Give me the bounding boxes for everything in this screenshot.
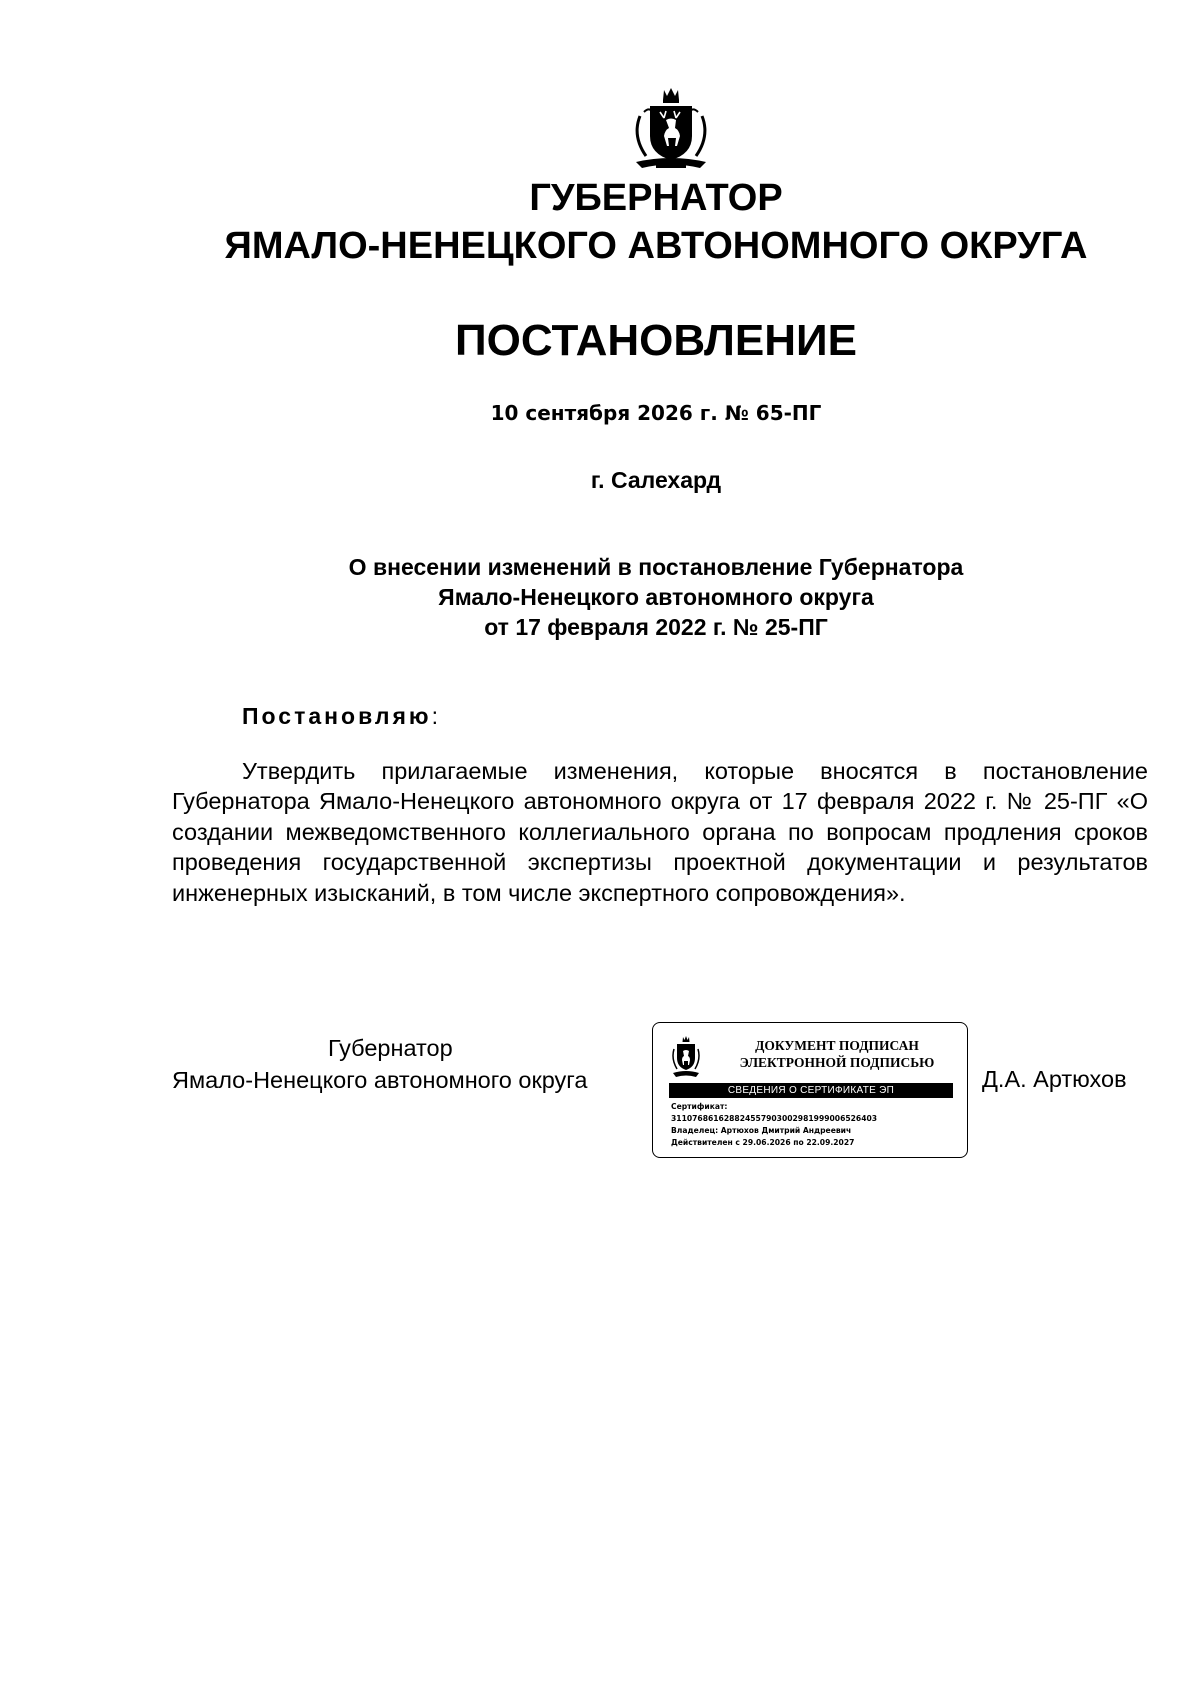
stamp-cert-number: 311076861628824557903002981999006526403	[671, 1114, 878, 1123]
document-date-number: 10 сентября 2026 г. № 65-ПГ	[490, 401, 822, 425]
subject-line: О внесении изменений в постановление Губернатора	[348, 554, 964, 580]
coat-of-arms-icon	[671, 1035, 701, 1079]
decree-colon: :	[431, 703, 438, 729]
subject-line: Ямало-Ненецкого автономного округа	[438, 584, 874, 610]
signatory-position-line: Губернатор	[328, 1035, 453, 1061]
decree-text: Утвердить прилагаемые изменения, которые вносятся в постановление Губернатора Ямало-Ненецкого автономного округа от 17 февраля 2022 г. № 25-ПГ «О создании межведомственного коллегиального органа по вопросам продления сроков проведения государственной экспертизы проектной документации и результатов инженерных изысканий, в том числе экспертного сопровождения».	[172, 758, 1148, 906]
signatory-position-line: Ямало-Ненецкого автономного округа	[172, 1067, 588, 1093]
electronic-signature-stamp	[652, 1022, 968, 1158]
document-place: г. Салехард	[590, 467, 722, 493]
stamp-title-line: ЭЛЕКТРОННОЙ ПОДПИСЬЮ	[739, 1055, 935, 1070]
stamp-title-line: ДОКУМЕНТ ПОДПИСАН	[755, 1038, 919, 1053]
stamp-certificate-bar: СВЕДЕНИЯ О СЕРТИФИКАТЕ ЭП	[669, 1083, 953, 1098]
coat-of-arms-icon	[626, 86, 716, 172]
decree-heading	[242, 702, 438, 730]
signatory-name: Д.А. Артюхов	[982, 1066, 1127, 1092]
subject-line: от 17 февраля 2022 г. № 25-ПГ	[484, 614, 828, 640]
stamp-validity: Действителен с 29.06.2026 по 22.09.2027	[671, 1138, 855, 1147]
signatory-position	[172, 1032, 642, 1096]
stamp-cert-label: Сертификат:	[671, 1102, 728, 1111]
org-title: ГУБЕРНАТОР	[529, 177, 783, 219]
org-title-region: ЯМАЛО-НЕНЕЦКОГО АВТОНОМНОГО ОКРУГА	[224, 225, 1088, 267]
stamp-owner: Владелец: Артюхов Дмитрий Андреевич	[671, 1126, 852, 1135]
stamp-certificate-info	[671, 1101, 961, 1149]
document-type: ПОСТАНОВЛЕНИЕ	[454, 316, 858, 365]
document-subject	[0, 552, 1200, 642]
stamp-title	[717, 1037, 957, 1071]
decree-word: Постановляю	[242, 703, 432, 729]
